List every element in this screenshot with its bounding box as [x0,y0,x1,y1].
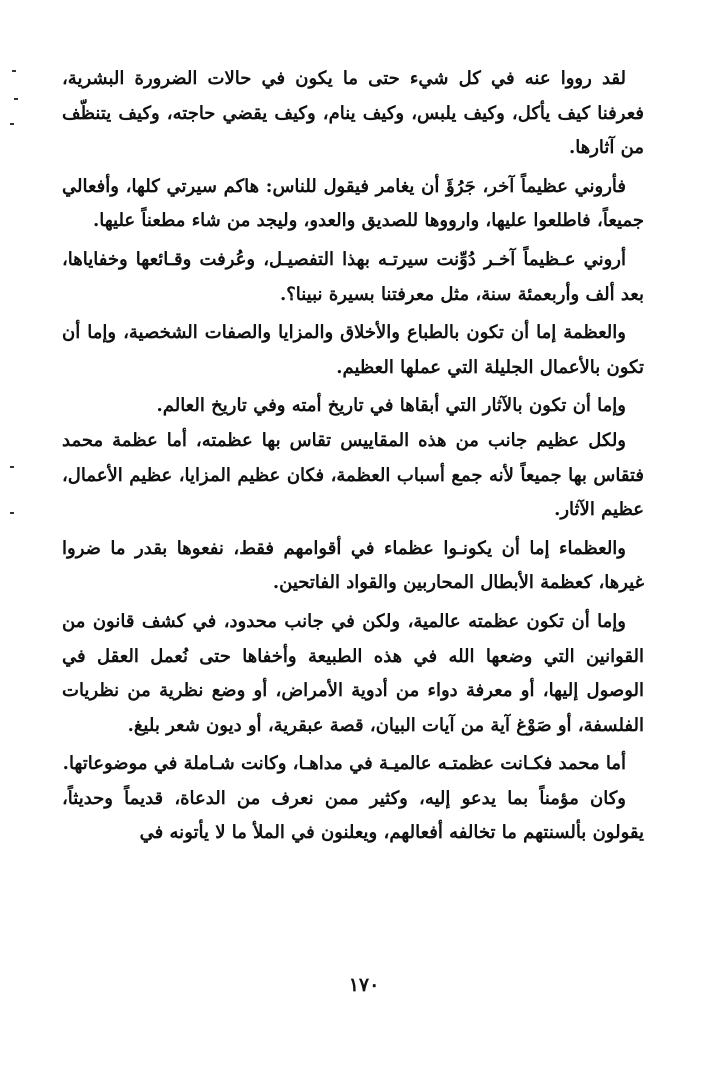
margin-mark [10,123,14,125]
paragraph-10: وكان مؤمناً بما يدعو إليه، وكثير ممن نعرف من الدعاة، قديماً وحديثاً، يقولون بألسنتهم ما تخالفه أفعالهم، ويعلنون في الملأ ما لا يأتونه في [62,787,644,844]
paragraph-6: ولكل عظيم جانب من هذه المقاييس تقاس بها عظمته، أما عظمة محمد فتقاس بها جميعاً لأنه جمع أسباب العظمة، فكان عظيم المزايا، عظيم الأعمال، عظيم الآثار. [62,429,644,521]
paragraph-7: والعظماء إما أن يكونـوا عظماء في أقوامهم فقط، نفعوها بقدر ما ضروا غيرها، كعظمة الأبطال المحاربين والقواد الفاتحين. [62,537,644,594]
body-text [62,62,644,851]
paragraph-8: وإما أن تكون عظمته عالمية، ولكن في جانب محدود، في كشف قانون من القوانين التي وضعها الله في هذه الطبيعة وأخفاها حتى نُعمل العقل في الوصول إليها، أو معرفة دواء من أدوية الأمراض، أو وضع نظرية من نظريات الفلسفة، أو صَوْغ آية من آيات البيان، قصة عبقرية، أو ديون شعر بليغ. [62,610,644,736]
paragraph-2: فأروني عظيماً آخر، جَرُؤَ أن يغامر فيقول للناس: هاكم سيرتي كلها، وأفعالي جميعاً، فاطلعوا عليها، وارووها للصديق والعدو، وليجد من شاء مطعناً عليها. [62,175,644,232]
page-number: ١٧٠ [348,974,380,996]
paragraph-4: والعظمة إما أن تكون بالطباع والأخلاق والمزايا والصفات الشخصية، وإما أن تكون بالأعمال الجليلة التي عملها العظيم. [62,322,644,378]
margin-mark [14,98,18,100]
paragraph-9: أما محمد فكـانت عظمتـه عالميـة في مداهـا، وكانت شـاملة في موضوعاتها. [62,753,626,775]
paragraph-5: وإما أن تكون بالآثار التي أبقاها في تاريخ أمته وفي تاريخ العالم. [156,395,626,417]
margin-mark [10,466,14,468]
margin-mark [12,70,16,72]
paragraph-1: لقد رووا عنه في كل شيء حتى ما يكون في حالات الضرورة البشرية، فعرفنا كيف يأكل، وكيف يلبس، وكيف ينام، وكيف يقضي حاجته، وكيف يتنظّف من آثارها. [62,68,644,159]
paragraph-3: أروني عـظيماً آخـر دُوِّنت سيرتـه بهذا التفصيـل، وعُرفت وقـائعها وخفاياها، بعد ألف وأربعمئة سنة، مثل معرفتنا بسيرة نبينا؟. [62,248,644,305]
margin-mark [10,512,14,514]
